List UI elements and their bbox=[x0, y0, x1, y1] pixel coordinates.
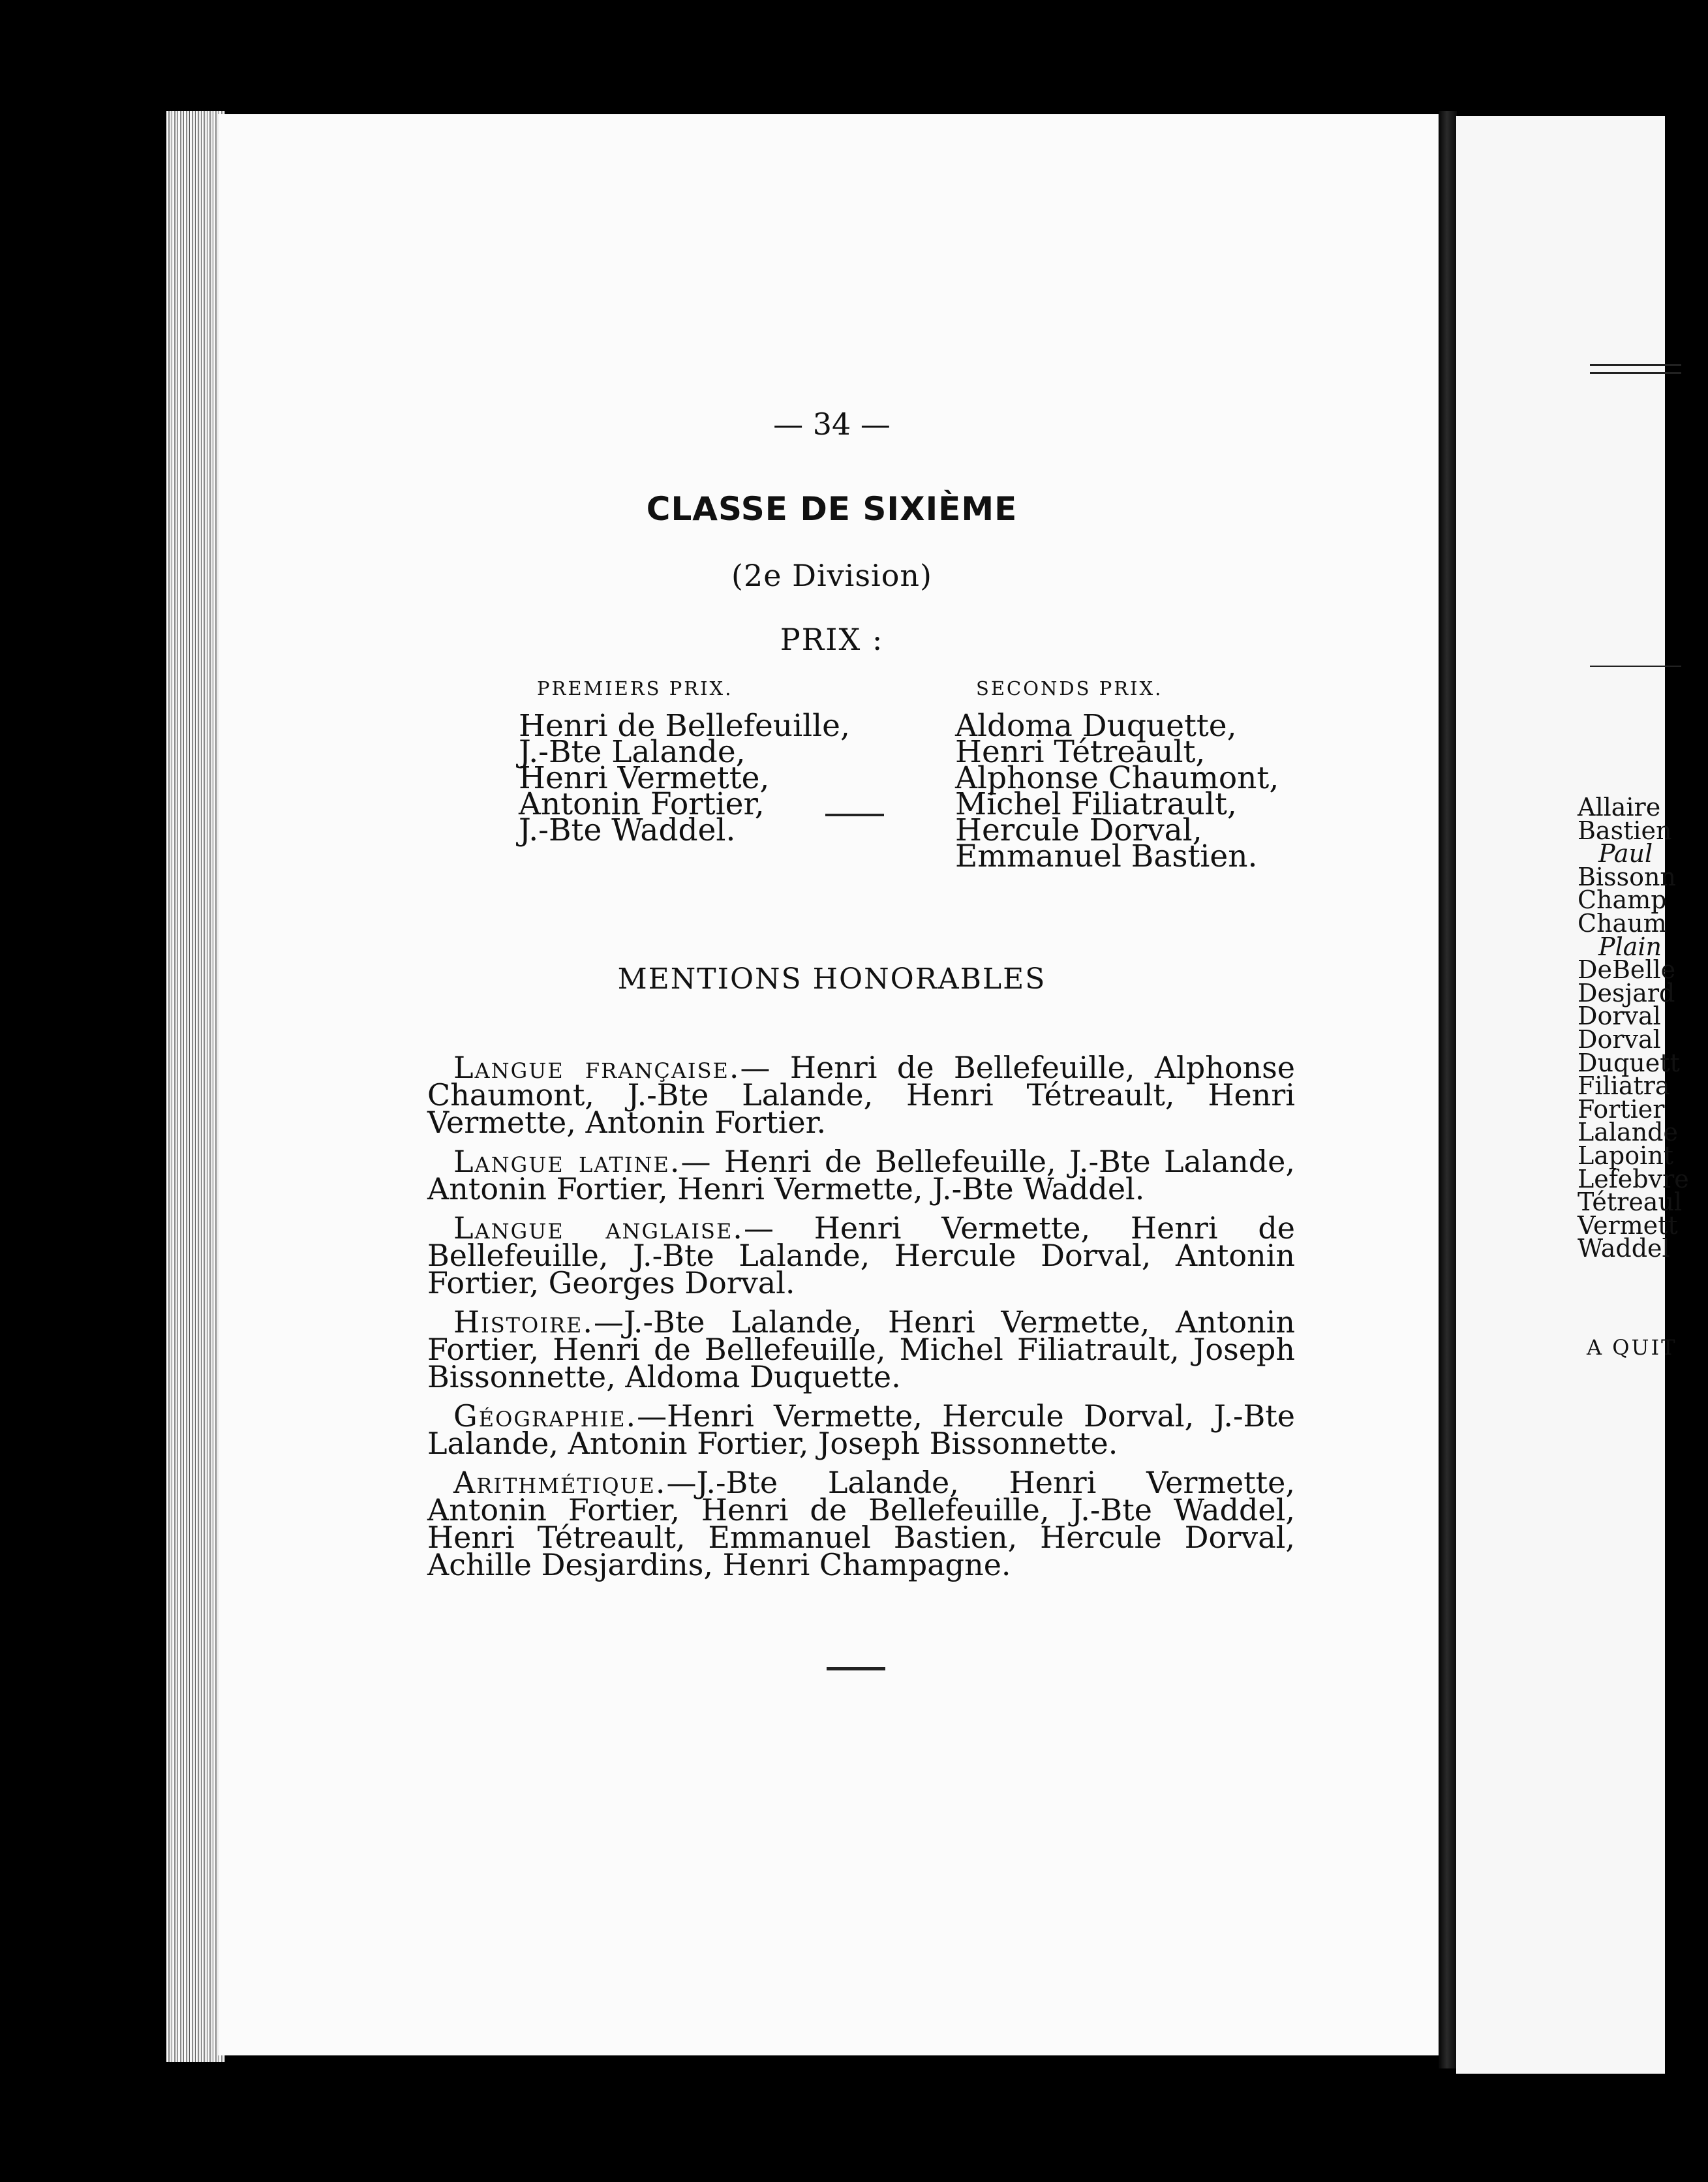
prize-name: Aldoma Duquette, bbox=[955, 708, 1237, 744]
mention-text: — Henri Vermette, Henri de Bellefeuille, J.-Bte Lalande, Hercule Dorval, Antonin Fortier, Georges Dorval. bbox=[427, 1210, 1296, 1300]
page-edge bbox=[166, 111, 225, 2062]
end-divider bbox=[827, 1667, 885, 1670]
seconds-prix-heading: SECONDS PRIX. bbox=[976, 677, 1163, 699]
facing-name: Duquett bbox=[1578, 1048, 1680, 1077]
class-title: CLASSE DE SIXIÈME bbox=[646, 490, 1018, 528]
mention-subject: Langue anglaise. bbox=[453, 1210, 744, 1246]
prize-name: Henri Tétreault, bbox=[955, 734, 1206, 770]
prize-name: J.-Bte Lalande, bbox=[519, 734, 746, 770]
page-number: — 34 — bbox=[773, 407, 891, 442]
section-divider bbox=[825, 814, 884, 816]
premiers-prix-heading: PREMIERS PRIX. bbox=[537, 677, 733, 699]
double-rule bbox=[1590, 372, 1681, 374]
mention-subject: Histoire. bbox=[453, 1304, 594, 1340]
facing-name: Bissonn bbox=[1578, 862, 1676, 891]
facing-name: Paul bbox=[1598, 839, 1653, 868]
division-subtitle: (2e Division) bbox=[731, 558, 932, 593]
facing-name: Lapoint bbox=[1578, 1141, 1673, 1170]
prize-name: J.-Bte Waddel. bbox=[519, 812, 736, 848]
facing-name: Chaum bbox=[1578, 908, 1667, 938]
book-page bbox=[219, 114, 1445, 2055]
facing-name: Filiatra bbox=[1578, 1071, 1670, 1101]
facing-name: Waddel bbox=[1578, 1234, 1670, 1263]
facing-name: Desjard bbox=[1578, 978, 1675, 1007]
mention-text: —Henri Vermette, Hercule Dorval, J.-Bte Lalande, Antonin Fortier, Joseph Bissonnette. bbox=[427, 1398, 1295, 1461]
mentions-list bbox=[427, 1050, 1296, 1590]
mention-text: —J.-Bte Lalande, Henri Vermette, Antonin Fortier, Henri de Bellefeuille, Michel Filiatrault, Joseph Bissonnette, Aldoma Duquette. bbox=[427, 1304, 1295, 1394]
mention-text: —J.-Bte Lalande, Henri Vermette, Antonin Fortier, Henri de Bellefeuille, J.-Bte Waddel, Henri Tétreault, Emmanuel Bastien, Hercule Dorval, Achille Desjardins, Henri Champagne. bbox=[427, 1465, 1295, 1582]
book-gutter bbox=[1439, 111, 1457, 2068]
facing-name: Vermett bbox=[1578, 1210, 1678, 1240]
prize-name: Henri Vermette, bbox=[519, 760, 770, 796]
facing-name: Fortier bbox=[1578, 1094, 1665, 1124]
facing-name: Plain bbox=[1598, 932, 1662, 961]
double-rule bbox=[1590, 364, 1681, 366]
mention-subject: Langue latine. bbox=[453, 1144, 681, 1179]
mention-subject: Langue française. bbox=[453, 1050, 740, 1085]
facing-name: Bastien bbox=[1578, 816, 1672, 845]
mention-paragraph bbox=[427, 1304, 1295, 1394]
facing-name: Lefebvre bbox=[1578, 1164, 1689, 1193]
mention-subject: Arithmétique. bbox=[453, 1465, 667, 1500]
mentions-heading: MENTIONS HONORABLES bbox=[617, 962, 1046, 996]
facing-name: Tétreaul bbox=[1578, 1188, 1683, 1217]
prize-name: Alphonse Chaumont, bbox=[955, 760, 1279, 796]
prize-name: Michel Filiatrault, bbox=[955, 786, 1237, 822]
prix-heading: PRIX : bbox=[780, 622, 884, 657]
mention-paragraph bbox=[427, 1398, 1295, 1461]
prize-name: Henri de Bellefeuille, bbox=[519, 708, 850, 744]
mention-text: — Henri de Bellefeuille, Alphonse Chaumont, J.-Bte Lalande, Henri Tétreault, Henri Vermette, Antonin Fortier. bbox=[427, 1050, 1295, 1140]
list-rule bbox=[1590, 666, 1681, 667]
mention-paragraph bbox=[427, 1144, 1295, 1206]
facing-name: Allaire bbox=[1578, 793, 1661, 822]
mention-paragraph bbox=[427, 1050, 1295, 1140]
premiers-prix-column bbox=[519, 675, 850, 848]
mention-paragraph bbox=[427, 1465, 1295, 1582]
mention-text: — Henri de Bellefeuille, J.-Bte Lalande, Antonin Fortier, Henri Vermette, J.-Bte Waddel. bbox=[427, 1144, 1295, 1206]
prize-name: Emmanuel Bastien. bbox=[955, 838, 1258, 874]
mention-paragraph bbox=[427, 1210, 1296, 1300]
facing-name: DeBelle bbox=[1578, 955, 1676, 985]
prize-name: Antonin Fortier, bbox=[519, 786, 765, 822]
facing-name: Champ bbox=[1578, 885, 1667, 915]
mention-subject: Géographie. bbox=[453, 1398, 637, 1434]
facing-page bbox=[1456, 116, 1689, 2074]
facing-footer-text: A QUIT bbox=[1587, 1335, 1677, 1360]
facing-name: Lalande bbox=[1578, 1118, 1678, 1147]
prize-name: Hercule Dorval, bbox=[955, 812, 1202, 848]
seconds-prix-column bbox=[955, 675, 1279, 874]
facing-name-list bbox=[1578, 793, 1708, 1263]
facing-name: Dorval bbox=[1578, 1002, 1661, 1031]
facing-name: Dorval bbox=[1578, 1024, 1661, 1054]
